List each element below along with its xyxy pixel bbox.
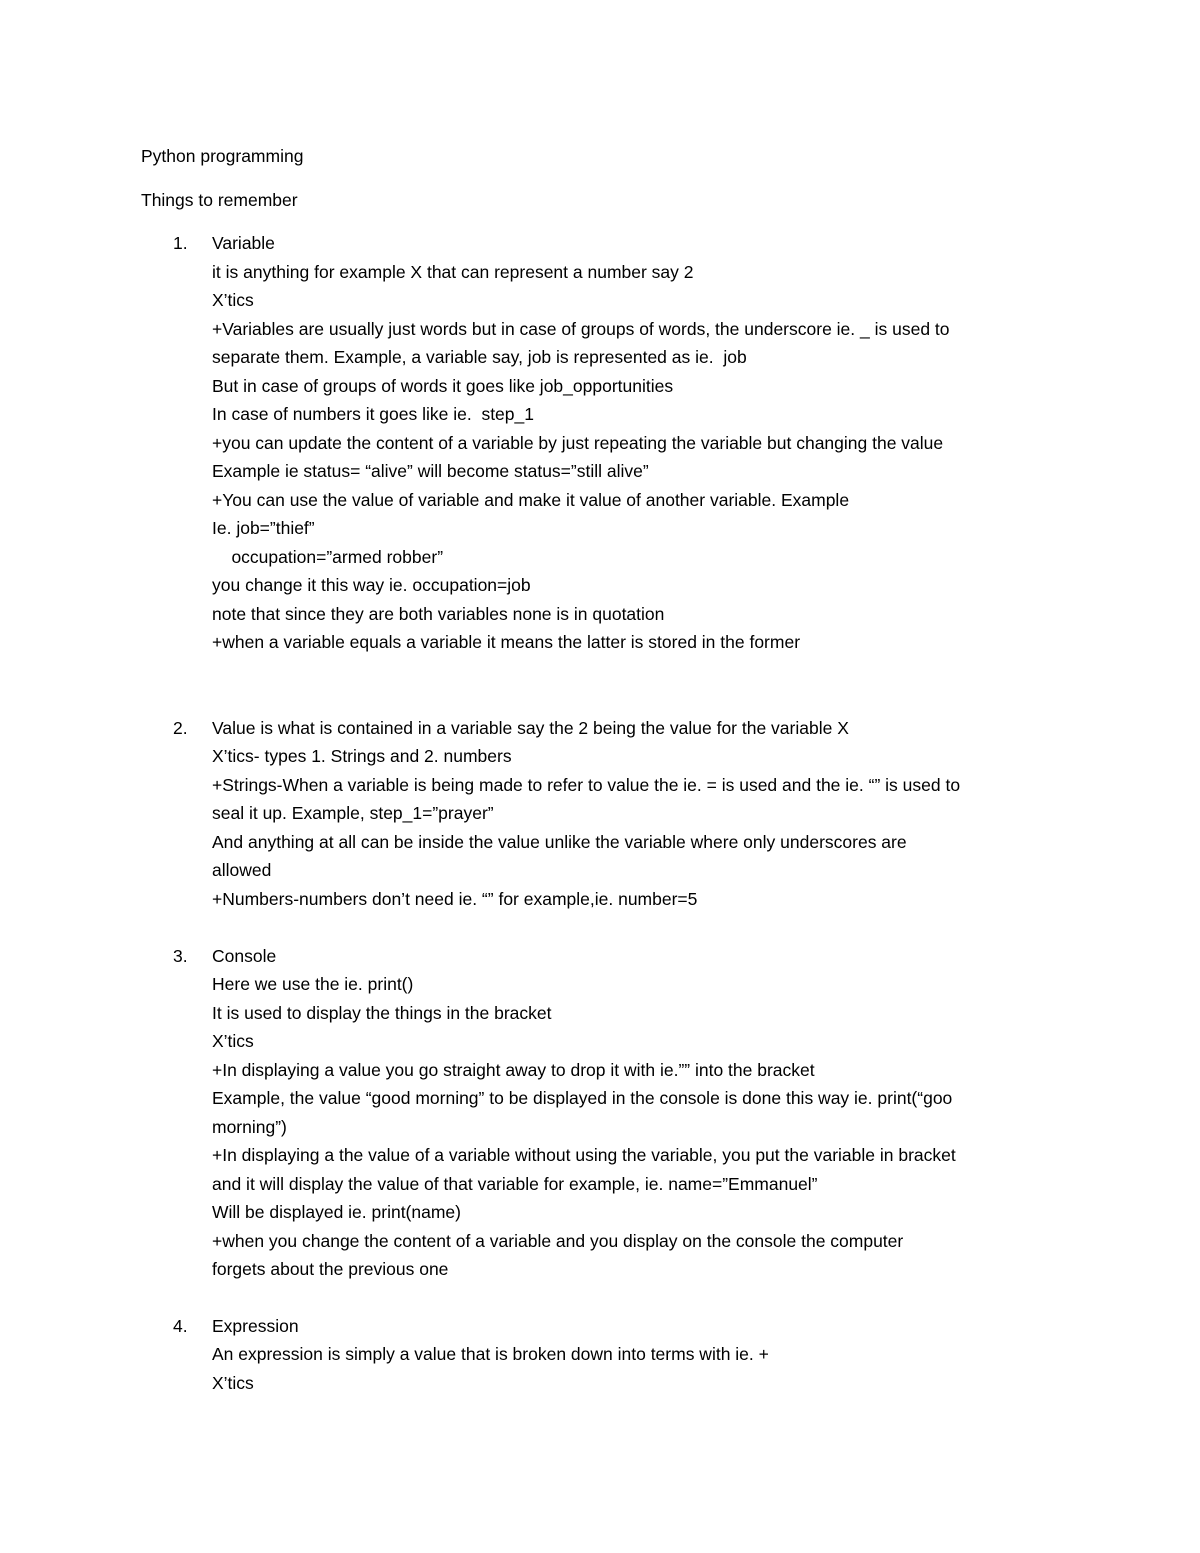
text-line: allowed	[212, 860, 272, 880]
list-number: 4.	[173, 1316, 188, 1336]
text-line: +when you change the content of a variable and you display on the console the computer	[212, 1231, 904, 1251]
text-line: it is anything for example X that can represent a number say 2	[212, 262, 694, 282]
section-heading: Expression	[212, 1316, 299, 1336]
text-line: X’tics- types 1. Strings and 2. numbers	[212, 746, 512, 766]
text-line: +In displaying a the value of a variable without using the variable, you put the variable in bracket	[212, 1145, 956, 1165]
text-line: +you can update the content of a variable by just repeating the variable but changing the value	[212, 433, 944, 453]
text-line: occupation=”armed robber”	[212, 547, 444, 567]
section-heading: Value is what is contained in a variable say the 2 being the value for the variable X	[212, 718, 849, 738]
text-line: Example ie status= “alive” will become status=”still alive”	[212, 461, 649, 481]
list-number: 3.	[173, 946, 188, 966]
text-line: +You can use the value of variable and make it value of another variable. Example	[212, 490, 850, 510]
text-line: separate them. Example, a variable say, job is represented as ie. job	[212, 347, 747, 367]
text-line: Example, the value “good morning” to be displayed in the console is done this way ie. print(“goo	[212, 1088, 953, 1108]
text-line: +In displaying a value you go straight away to drop it with ie.”” into the bracket	[212, 1060, 815, 1080]
document-title: Python programming	[141, 146, 304, 166]
text-line: And anything at all can be inside the value unlike the variable where only underscores are	[212, 832, 907, 852]
text-line: It is used to display the things in the bracket	[212, 1003, 552, 1023]
section-heading: Variable	[212, 233, 275, 253]
text-line: X’tics	[212, 290, 254, 310]
text-line: you change it this way ie. occupation=job	[212, 575, 531, 595]
text-line: In case of numbers it goes like ie. step_1	[212, 404, 534, 424]
text-line: and it will display the value of that variable for example, ie. name=”Emmanuel”	[212, 1174, 818, 1194]
text-line: morning”)	[212, 1117, 287, 1137]
text-line: seal it up. Example, step_1=”prayer”	[212, 803, 494, 823]
section-heading: Console	[212, 946, 277, 966]
text-line: X’tics	[212, 1031, 254, 1051]
list-number: 2.	[173, 718, 188, 738]
text-line: note that since they are both variables none is in quotation	[212, 604, 665, 624]
text-line: +Strings-When a variable is being made to refer to value the ie. = is used and the ie. “” is used to	[212, 775, 961, 795]
text-line: Will be displayed ie. print(name)	[212, 1202, 461, 1222]
text-line: forgets about the previous one	[212, 1259, 449, 1279]
text-line: X’tics	[212, 1373, 254, 1393]
text-line: Ie. job=”thief”	[212, 518, 315, 538]
text-line: Here we use the ie. print()	[212, 974, 414, 994]
text-line: An expression is simply a value that is broken down into terms with ie. +	[212, 1344, 769, 1364]
list-number: 1.	[173, 233, 188, 253]
document-subtitle: Things to remember	[141, 190, 298, 210]
text-line: +Numbers-numbers don’t need ie. “” for example,ie. number=5	[212, 889, 698, 909]
text-line: But in case of groups of words it goes like job_opportunities	[212, 376, 674, 396]
text-line: +when a variable equals a variable it means the latter is stored in the former	[212, 632, 801, 652]
text-line: +Variables are usually just words but in case of groups of words, the underscore ie. _ is used to	[212, 319, 950, 339]
